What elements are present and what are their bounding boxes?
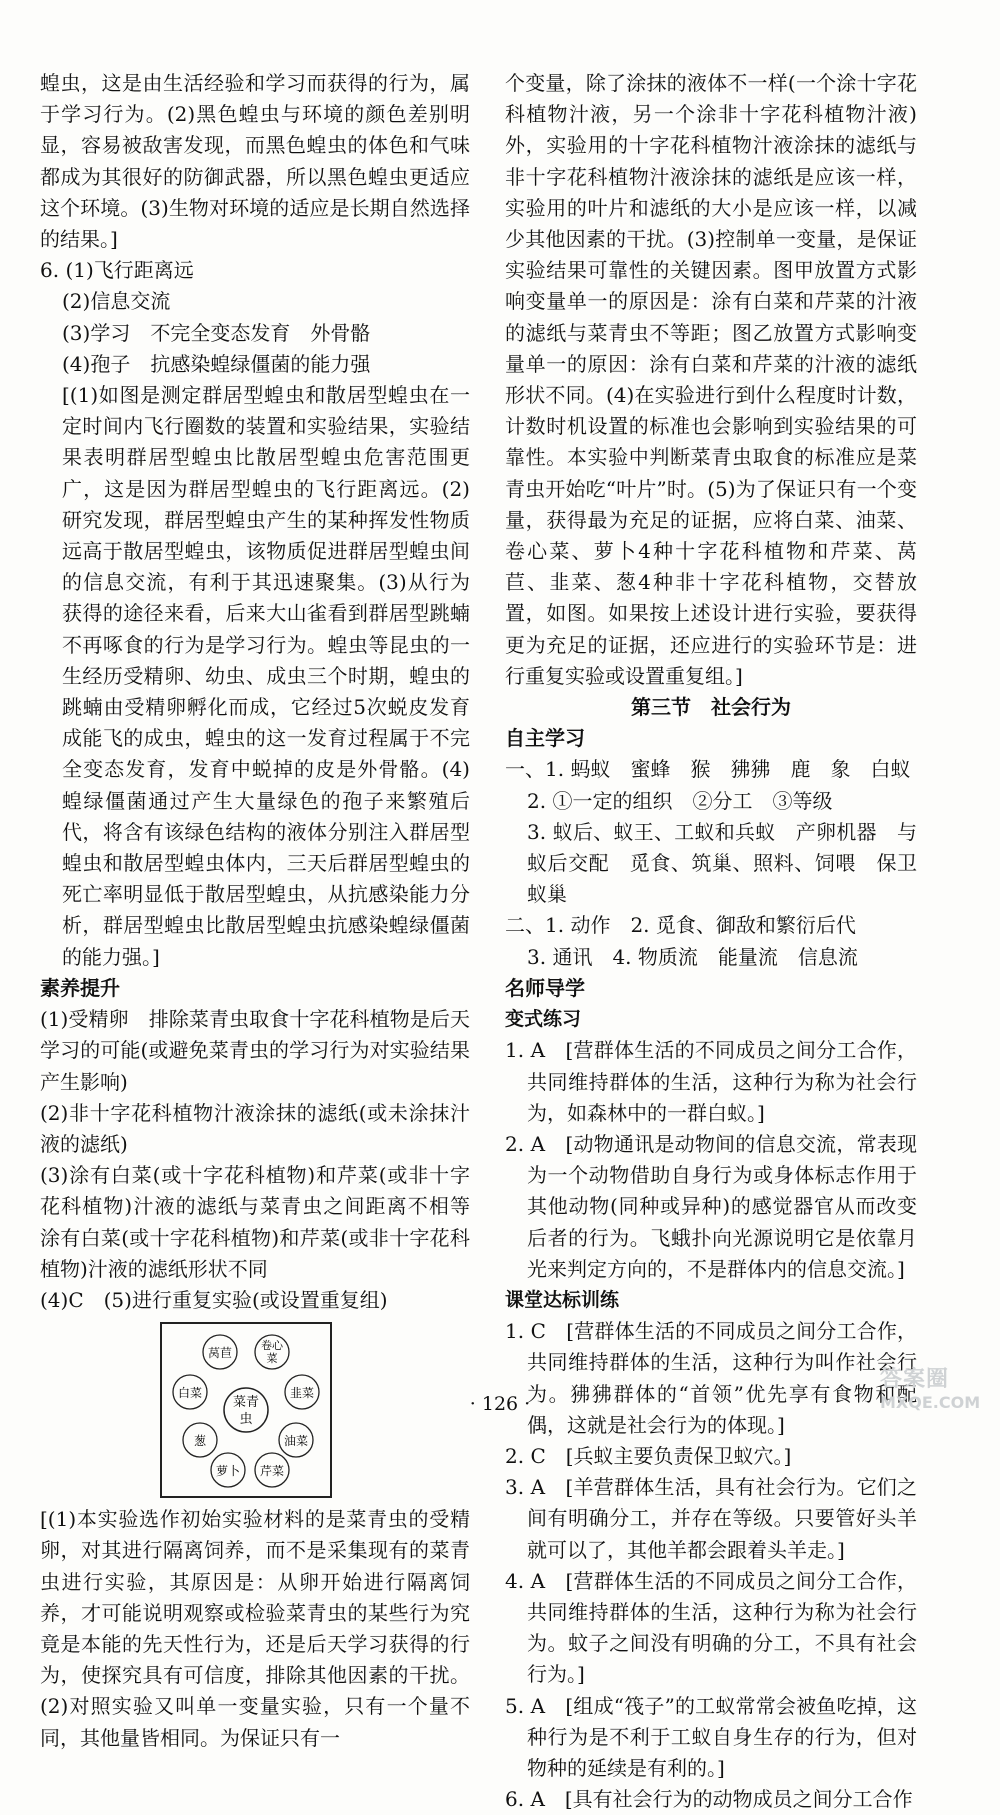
watermark-logo <box>880 1362 990 1414</box>
diagram-item-wosun <box>203 1335 237 1369</box>
svg-text:韭菜: 韭菜 <box>289 1386 315 1401</box>
ketang-answer-1: 1. C [营群体生活的不同成员之间分工合作，共同维持群体的生活，这种行为叫作社会行为。狒狒群体的“首领”优先享有食物和配偶，这就是社会行为的体现。] <box>505 1319 917 1437</box>
ketang-answer-4: 4. A [营群体生活的不同成员之间分工合作，共同维持群体的生活，这种行为称为社会行为。蚊子之间没有明确的分工，不具有社会行为。] <box>505 1568 917 1687</box>
suyang-answer-2: (2)非十字花科植物汁液涂抹的滤纸(或未涂抹汁液的滤纸) <box>40 1100 470 1156</box>
suyang-answer-4: (4)C (5)进行重复实验(或设置重复组) <box>40 1287 388 1312</box>
q6-answer-4: (4)孢子 抗感染蝗绿僵菌的能力强 <box>62 351 371 376</box>
zizhu-line-5: 3. 通讯 4. 物质流 能量流 信息流 <box>527 944 858 969</box>
q6-answer-3: (3)学习 不完全变态发育 外骨骼 <box>62 320 371 345</box>
zizhu-line-2: 2. ①一定的组织 ②分工 ③等级 <box>527 788 833 813</box>
q6-explanation: [(1)如图是测定群居型蝗虫和散居型蝗虫在一定时间内飞行圈数的装置和实验结果，实验结果表明群居型蝗虫比散居型蝗虫危害范围更广，这是因为群居型蝗虫的飞行距离远。(2)研究发现，群居型蝗虫产生的某种挥发性物质远高于散居型蝗虫，该物质促进群居型蝗虫间的信息交流，有利于其迅速聚集。(3)从行为获得的途径来看，后来大山雀看到群居型跳蝻不再啄食的行为是学习行为。蝗虫等昆虫的一生经历受精卵、幼虫、成虫三个时期，蝗虫的跳蝻由受精卵孵化而成，它经过5次蜕皮发育成能飞的成虫，蝗虫的这一发育过程属于不完全变态发育，发育中蜕掉的皮是外骨骼。(4)蝗绿僵菌通过产生大量绿色的孢子来繁殖后代，将含有该绿色结构的液体分别注入群居型蝗虫和散居型蝗虫体内，三天后群居型蝗虫的死亡率明显低于散居型蝗虫，从抗感染能力分析，群居型蝗虫比散居型蝗虫抗感染蝗绿僵菌的能力强。] <box>62 383 470 969</box>
svg-text:葱: 葱 <box>193 1434 207 1449</box>
q6-answer-2: (2)信息交流 <box>62 289 171 314</box>
suyang-answer-3: (3)涂有白菜(或十字花科植物)和芹菜(或非十字花科植物)汁液的滤纸与菜青虫之间距离不相等 涂有白菜(或十字花科植物)和芹菜(或非十字花科植物)汁液的滤纸形状不同 <box>40 1163 490 1281</box>
suyang-explanation: [(1)本实验选作初始实验材料的是菜青虫的受精卵，对其进行隔离饲养，而不是采集现有的菜青虫进行实验，其原因是：从卵开始进行隔离饲养，才可能说明观察或检验菜青虫的某些行为究竟是本能的先天性行为，还是后天学习获得的行为，使探究具有可信度，排除其他因素的干扰。(2)对照实验又叫单一变量实验，只有一个量不同，其他量皆相同。为保证只有一 <box>40 1507 470 1750</box>
section-title: 第三节 社会行为 <box>631 695 791 720</box>
right-continued-paragraph: 个变量，除了涂抹的液体不一样(一个涂十字花科植物汁液，另一个涂非十字花科植物汁液)外，实验用的十字花科植物汁液涂抹的滤纸与非十字花科植物汁液涂抹的滤纸是应该一样，实验用的叶片和滤纸的大小是应该一样，以减少其他因素的干扰。(3)控制单一变量，是保证实验结果可靠性的关键因素。图甲放置方式影响变量单一的原因是：涂有白菜和芹菜的汁液的滤纸与菜青虫不等距；图乙放置方式影响变量单一的原因：涂有白菜和芹菜的汁液的滤纸形状不同。(4)在实验进行到什么程度时计数，计数时机设置的标准也会影响到实验结果的可靠性。本实验中判断菜青虫取食的标准应是菜青虫开始吃“叶片”时。(5)为了保证只有一个变量，获得最为充足的证据，应将白菜、油菜、卷心菜、萝卜4种十字花科植物和芹菜、莴苣、韭菜、葱4种非十字花科植物，交替放置，如图。如果按上述设计进行实验，要获得更为充足的证据，还应进行的实验环节是：进行重复实验或设置重复组。] <box>505 71 917 688</box>
diagram-item-youcai <box>279 1423 313 1457</box>
svg-text:白菜: 白菜 <box>177 1386 203 1401</box>
heading-bianshi-lianxi: 变式练习 <box>505 1008 582 1031</box>
svg-text:卷心: 卷心 <box>261 1339 283 1353</box>
zizhu-line-1: 一、1. 蚂蚁 蜜蜂 猴 狒狒 鹿 象 白蚁 <box>505 757 911 782</box>
svg-text:油菜: 油菜 <box>283 1434 309 1449</box>
left-continued-paragraph: 蝗虫，这是由生活经验和学习而获得的行为，属于学习行为。(2)黑色蝗虫与环境的颜色差别明显，容易被敌害发现，而黑色蝗虫的体色和气味都成为其很好的防御武器，所以黑色蝗虫更适应这个环境。(3)生物对环境的适应是长期自然选择的结果。] <box>40 71 470 252</box>
diagram-item-luobo <box>211 1453 245 1487</box>
diagram-item-juanxincai <box>255 1335 289 1369</box>
suyang-answer-1: (1)受精卵 排除菜青虫取食十字花科植物是后天学习的可能(或避免菜青虫的学习行为对实验结果产生影响) <box>40 1007 470 1094</box>
bianshi-answer-1: 1. A [营群体生活的不同成员之间分工合作，共同维持群体的生活，这种行为称为社会行为，如森林中的一群白蚁。] <box>505 1038 917 1125</box>
diagram-item-cong <box>183 1423 217 1457</box>
svg-text:菜: 菜 <box>266 1352 278 1366</box>
diagram-center-label-1: 菜青 <box>232 1395 260 1411</box>
heading-zizhu-xuexi: 自主学习 <box>505 726 585 751</box>
left-column <box>40 68 490 1754</box>
heading-ketang-dabiao: 课堂达标训练 <box>505 1288 620 1311</box>
ketang-answer-5: 5. A [组成“筏子”的工蚁常常会被鱼吃掉，这种行为是不利于工蚁自身生存的行为，但对物种的延续是有利的。] <box>505 1693 917 1780</box>
svg-text:芹菜: 芹菜 <box>259 1464 285 1479</box>
ketang-answer-2: 2. C [兵蚁主要负责保卫蚁穴。] <box>505 1443 792 1468</box>
zizhu-line-4: 二、1. 动作 2. 觅食、御敌和繁衍后代 <box>505 913 856 938</box>
diagram-center-label-2: 虫 <box>239 1412 253 1428</box>
section-heading-suyang: 素养提升 <box>40 975 120 1000</box>
diagram-item-qincai <box>255 1453 289 1487</box>
bianshi-answer-2: 2. A [动物通讯是动物间的信息交流，常表现为一个动物借助自身行为或身体标志作用于其他动物(同种或异种)的感觉器官从而改变后者的行为。飞蛾扑向光源说明它是依靠月光来判定方向的，不是群体内的信息交流。] <box>505 1131 917 1281</box>
ketang-answer-3: 3. A [羊营群体生活，具有社会行为。它们之间有明确分工，并存在等级。只要管好头羊就可以了，其他羊都会跟着头羊走。] <box>505 1475 917 1562</box>
heading-mingshi-daoxue: 名师导学 <box>505 975 585 1000</box>
svg-text:莴苣: 莴苣 <box>207 1346 233 1361</box>
ketang-answer-6: 6. A [具有社会行为的动物成员之间分工合作 <box>505 1787 913 1812</box>
svg-text:萝卜: 萝卜 <box>215 1464 241 1479</box>
zizhu-line-3: 3. 蚁后、蚁王、工蚁和兵蚁 产卵机器 与蚁后交配 觅食、筑巢、照料、饲喂 保卫蚁巢 <box>527 819 917 907</box>
watermark-url: MXQE.COM <box>880 1393 981 1412</box>
q6-answer-1: 6. (1)飞行距离远 <box>40 258 194 283</box>
page-number: · 126 · <box>469 1393 531 1415</box>
watermark-text: 答案圈 <box>880 1367 950 1392</box>
right-column <box>505 68 917 1815</box>
